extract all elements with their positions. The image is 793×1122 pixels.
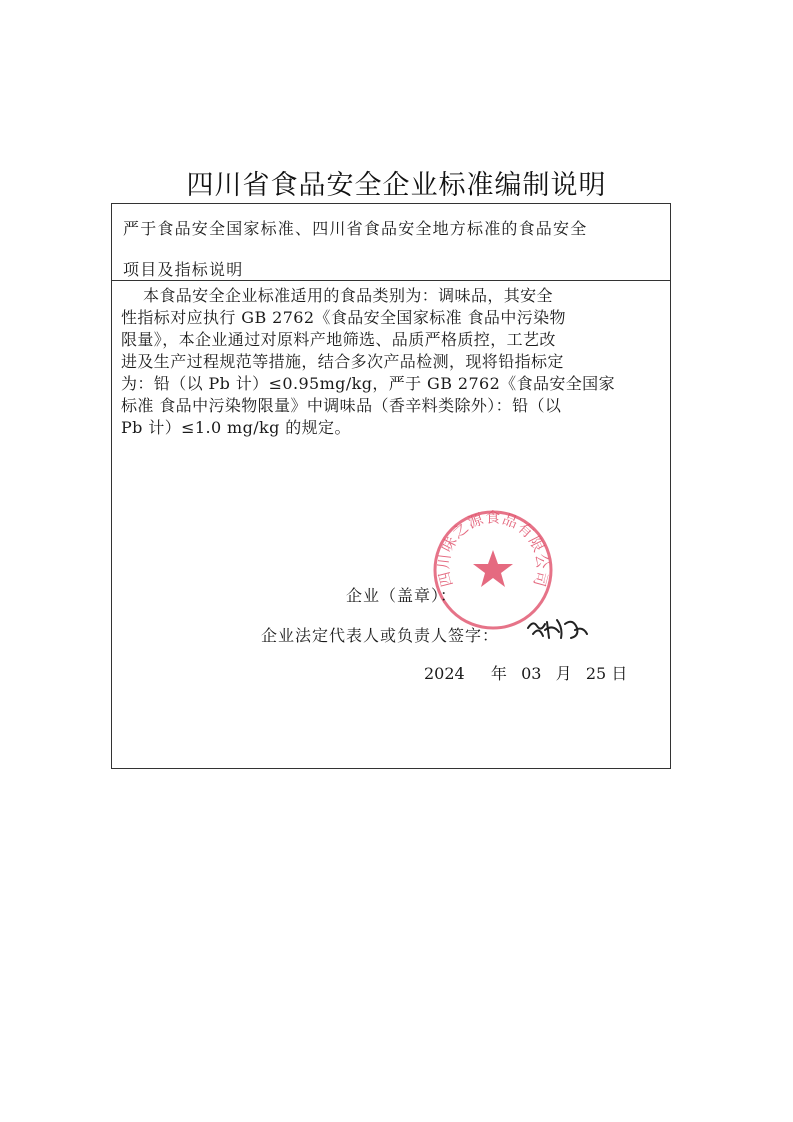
date-line bbox=[424, 661, 627, 684]
header-line-1: 严于食品安全国家标准、四川省食品安全地方标准的食品安全 bbox=[123, 219, 588, 238]
body-line-1: 本食品安全企业标准适用的食品类别为：调味品，其安全 bbox=[121, 286, 553, 305]
date-year-unit: 年 bbox=[490, 664, 507, 683]
header-line-2: 项目及指标说明 bbox=[123, 260, 244, 279]
body-line-3: 限量》，本企业通过对原料产地筛选、品质严格质控，工艺改 bbox=[121, 330, 556, 349]
page-title: 四川省食品安全企业标准编制说明 bbox=[186, 170, 607, 201]
company-seal-label: 企业（盖章）： bbox=[346, 586, 458, 605]
date-month: 03 bbox=[521, 664, 542, 683]
body-line-4: 进及生产过程规范等措施，结合多次产品检测，现将铅指标定 bbox=[121, 352, 564, 371]
body-line-6: 标准 食品中污染物限量》中调味品（香辛料类除外）：铅（以 bbox=[121, 396, 562, 415]
handwritten-signature bbox=[525, 614, 591, 644]
date-year: 2024 bbox=[424, 664, 465, 683]
svg-text:四川味之源食品有限公司: 四川味之源食品有限公司 bbox=[434, 508, 552, 590]
body-line-5: 为：铅（以 Pb 计）≤0.95mg/kg，严于 GB 2762《食品安全国家 bbox=[121, 374, 615, 393]
description-table bbox=[111, 203, 671, 769]
description-body bbox=[121, 285, 665, 439]
seal-star-icon bbox=[473, 550, 513, 587]
body-line-7: Pb 计）≤1.0 mg/kg 的规定。 bbox=[121, 418, 351, 437]
table-header-cell bbox=[112, 204, 670, 281]
date-day: 25 bbox=[585, 664, 607, 683]
body-line-2: 性指标对应执行 GB 2762《食品安全国家标准 食品中污染物 bbox=[121, 308, 566, 327]
date-month-unit: 月 bbox=[555, 664, 572, 683]
representative-signature-label: 企业法定代表人或负责人签字： bbox=[261, 626, 500, 645]
date-day-unit: 日 bbox=[611, 664, 628, 683]
